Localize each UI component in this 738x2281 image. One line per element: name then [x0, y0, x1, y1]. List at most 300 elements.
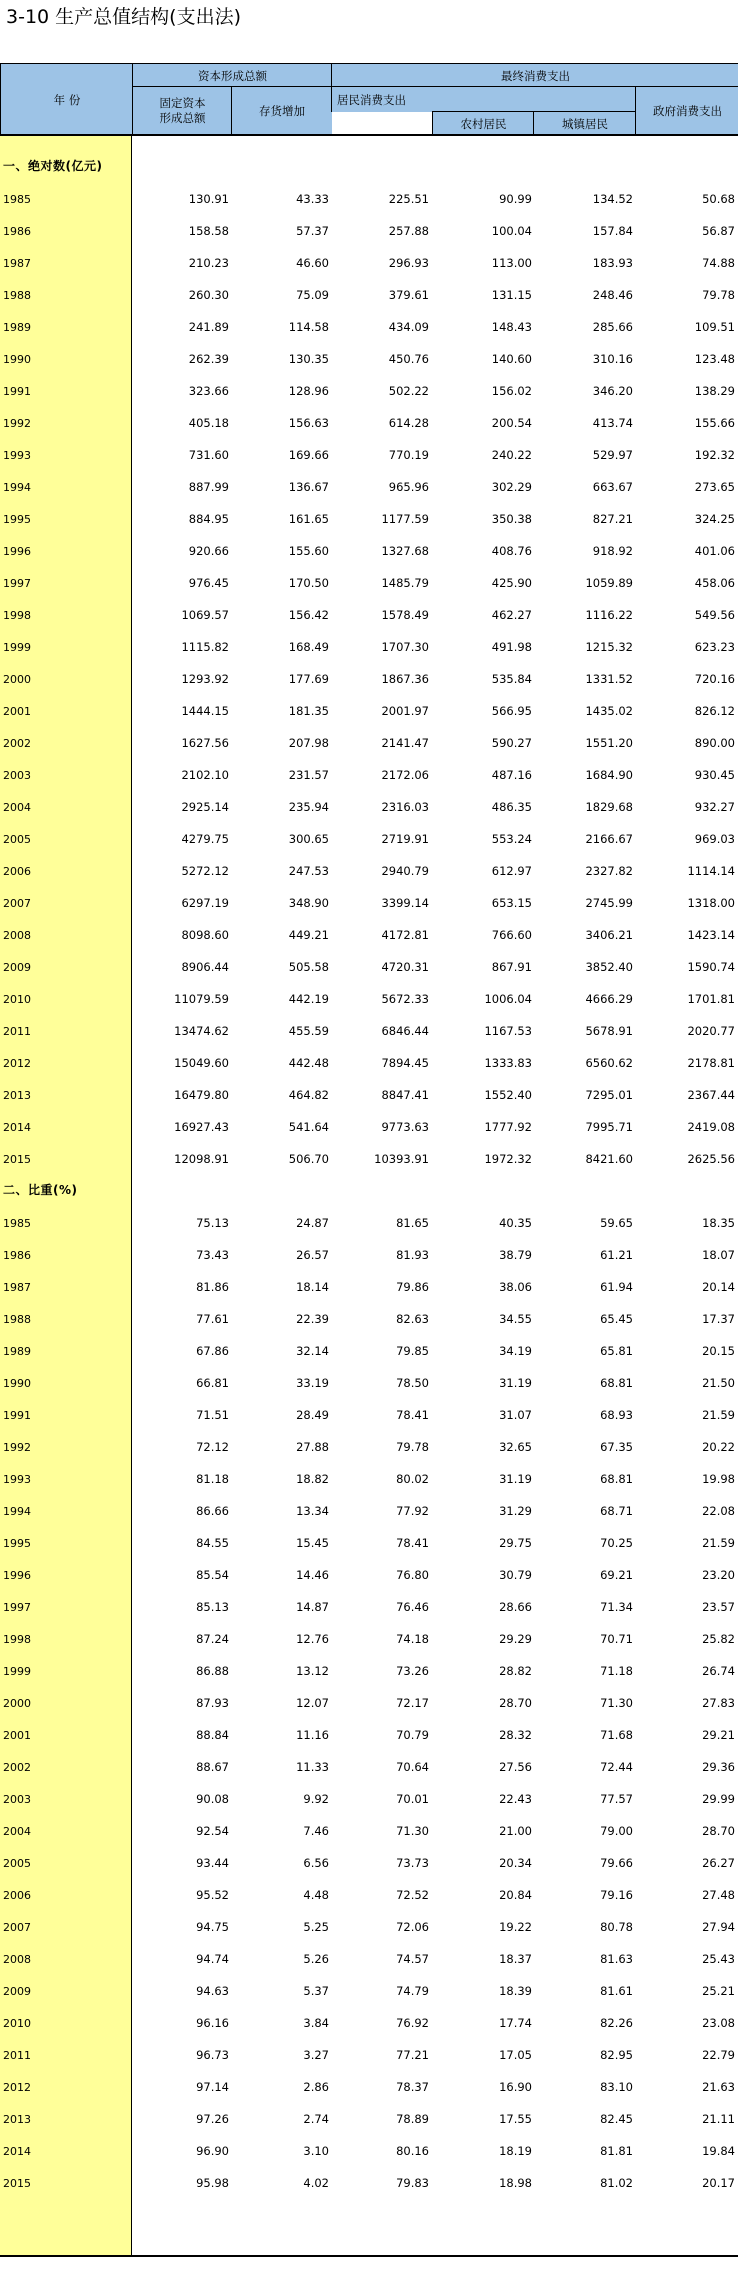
- value-cell: 1684.90: [585, 768, 633, 782]
- value-cell: 932.27: [694, 800, 735, 814]
- value-cell: 156.63: [288, 416, 329, 430]
- value-cell: 408.76: [491, 544, 532, 558]
- value-cell: 97.14: [196, 2080, 229, 2094]
- value-cell: 94.74: [196, 1952, 229, 1966]
- header-year: 年 份: [0, 63, 133, 135]
- value-cell: 72.12: [196, 1440, 229, 1454]
- value-cell: 1215.32: [585, 640, 633, 654]
- year-cell: 2002: [3, 1761, 31, 1774]
- value-cell: 6297.19: [181, 896, 229, 910]
- value-cell: 70.64: [396, 1760, 429, 1774]
- value-cell: 22.43: [499, 1792, 532, 1806]
- value-cell: 59.65: [600, 1216, 633, 1230]
- value-cell: 1333.83: [484, 1056, 532, 1070]
- value-cell: 1167.53: [484, 1024, 532, 1038]
- value-cell: 81.63: [600, 1952, 633, 1966]
- value-cell: 7295.01: [585, 1088, 633, 1102]
- value-cell: 486.35: [491, 800, 532, 814]
- value-cell: 2316.03: [381, 800, 429, 814]
- table-row: [0, 1808, 738, 1840]
- value-cell: 614.28: [388, 416, 429, 430]
- value-cell: 75.13: [196, 1216, 229, 1230]
- value-cell: 80.16: [396, 2144, 429, 2158]
- table-row: [0, 2000, 738, 2032]
- value-cell: 7894.45: [381, 1056, 429, 1070]
- value-cell: 74.88: [702, 256, 735, 270]
- year-cell: 1993: [3, 449, 31, 462]
- value-cell: 78.37: [396, 2080, 429, 2094]
- table-row: [0, 1520, 738, 1552]
- value-cell: 2166.67: [585, 832, 633, 846]
- header-inventory: 存货增加: [231, 86, 332, 135]
- value-cell: 31.29: [499, 1504, 532, 1518]
- value-cell: 34.19: [499, 1344, 532, 1358]
- table-row: [0, 464, 738, 496]
- value-cell: 442.48: [288, 1056, 329, 1070]
- year-cell: 2001: [3, 1729, 31, 1742]
- value-cell: 65.45: [600, 1312, 633, 1326]
- value-cell: 1115.82: [181, 640, 229, 654]
- value-cell: 26.57: [296, 1248, 329, 1262]
- value-cell: 12.76: [296, 1632, 329, 1646]
- table-row: [0, 1232, 738, 1264]
- table-row: [0, 1328, 738, 1360]
- value-cell: 434.09: [388, 320, 429, 334]
- value-cell: 23.57: [702, 1600, 735, 1614]
- year-cell: 1995: [3, 1537, 31, 1550]
- value-cell: 169.66: [288, 448, 329, 462]
- value-cell: 10393.91: [374, 1152, 429, 1166]
- value-cell: 50.68: [702, 192, 735, 206]
- value-cell: 4666.29: [585, 992, 633, 1006]
- value-cell: 969.03: [694, 832, 735, 846]
- year-cell: 2011: [3, 2049, 31, 2062]
- value-cell: 770.19: [388, 448, 429, 462]
- value-cell: 15.45: [296, 1536, 329, 1550]
- year-cell: 2006: [3, 1889, 31, 1902]
- value-cell: 20.15: [702, 1344, 735, 1358]
- value-cell: 20.34: [499, 1856, 532, 1870]
- table-row: [0, 2064, 738, 2096]
- value-cell: 549.56: [694, 608, 735, 622]
- value-cell: 2178.81: [687, 1056, 735, 1070]
- value-cell: 68.81: [600, 1472, 633, 1486]
- value-cell: 285.66: [592, 320, 633, 334]
- value-cell: 535.84: [491, 672, 532, 686]
- value-cell: 28.49: [296, 1408, 329, 1422]
- table-row: [0, 368, 738, 400]
- value-cell: 96.73: [196, 2048, 229, 2062]
- year-cell: 2003: [3, 1793, 31, 1806]
- value-cell: 61.21: [600, 1248, 633, 1262]
- value-cell: 43.33: [296, 192, 329, 206]
- value-cell: 248.46: [592, 288, 633, 302]
- value-cell: 11.33: [296, 1760, 329, 1774]
- year-cell: 2012: [3, 1057, 31, 1070]
- value-cell: 405.18: [188, 416, 229, 430]
- table-row: [0, 1040, 738, 1072]
- value-cell: 22.08: [702, 1504, 735, 1518]
- table-row: [0, 1616, 738, 1648]
- year-cell: 2004: [3, 801, 31, 814]
- table-row: [0, 496, 738, 528]
- table-row: [0, 1296, 738, 1328]
- value-cell: 350.38: [491, 512, 532, 526]
- value-cell: 5.37: [303, 1984, 329, 1998]
- table-row: [0, 752, 738, 784]
- value-cell: 72.52: [396, 1888, 429, 1902]
- value-cell: 5672.33: [381, 992, 429, 1006]
- value-cell: 1116.22: [585, 608, 633, 622]
- value-cell: 8421.60: [585, 1152, 633, 1166]
- table-row: [0, 1584, 738, 1616]
- value-cell: 73.26: [396, 1664, 429, 1678]
- value-cell: 16927.43: [174, 1120, 229, 1134]
- value-cell: 83.10: [600, 2080, 633, 2094]
- value-cell: 73.43: [196, 1248, 229, 1262]
- value-cell: 23.08: [702, 2016, 735, 2030]
- value-cell: 29.36: [702, 1760, 735, 1774]
- year-cell: 1997: [3, 1601, 31, 1614]
- value-cell: 86.88: [196, 1664, 229, 1678]
- year-cell: 1991: [3, 1409, 31, 1422]
- value-cell: 1331.52: [585, 672, 633, 686]
- value-cell: 21.59: [702, 1408, 735, 1422]
- value-cell: 181.35: [288, 704, 329, 718]
- value-cell: 462.27: [491, 608, 532, 622]
- value-cell: 85.54: [196, 1568, 229, 1582]
- value-cell: 170.50: [288, 576, 329, 590]
- value-cell: 77.21: [396, 2048, 429, 2062]
- value-cell: 79.66: [600, 1856, 633, 1870]
- header-fixed-capital-line2: 形成总额: [159, 111, 206, 125]
- value-cell: 56.87: [702, 224, 735, 238]
- value-cell: 1590.74: [687, 960, 735, 974]
- year-cell: 1998: [3, 1633, 31, 1646]
- value-cell: 109.51: [694, 320, 735, 334]
- value-cell: 74.18: [396, 1632, 429, 1646]
- year-cell: 2004: [3, 1825, 31, 1838]
- value-cell: 1293.92: [181, 672, 229, 686]
- value-cell: 161.65: [288, 512, 329, 526]
- value-cell: 21.00: [499, 1824, 532, 1838]
- value-cell: 1435.02: [585, 704, 633, 718]
- table-row: [0, 560, 738, 592]
- value-cell: 8098.60: [181, 928, 229, 942]
- year-cell: 2000: [3, 1697, 31, 1710]
- value-cell: 18.37: [499, 1952, 532, 1966]
- value-cell: 1777.92: [484, 1120, 532, 1134]
- value-cell: 70.25: [600, 1536, 633, 1550]
- value-cell: 80.78: [600, 1920, 633, 1934]
- value-cell: 157.84: [592, 224, 633, 238]
- table-row: [0, 1200, 738, 1232]
- year-cell: 1991: [3, 385, 31, 398]
- header-rural: 农村居民: [432, 111, 534, 135]
- value-cell: 6846.44: [381, 1024, 429, 1038]
- value-cell: 19.84: [702, 2144, 735, 2158]
- value-cell: 27.94: [702, 1920, 735, 1934]
- table-row: [0, 1936, 738, 1968]
- value-cell: 68.93: [600, 1408, 633, 1422]
- value-cell: 77.61: [196, 1312, 229, 1326]
- header-capital-group: 资本形成总额: [132, 63, 332, 87]
- value-cell: 442.19: [288, 992, 329, 1006]
- value-cell: 79.86: [396, 1280, 429, 1294]
- value-cell: 31.19: [499, 1376, 532, 1390]
- table-row: [0, 272, 738, 304]
- value-cell: 81.18: [196, 1472, 229, 1486]
- value-cell: 138.29: [694, 384, 735, 398]
- value-cell: 20.84: [499, 1888, 532, 1902]
- value-cell: 28.66: [499, 1600, 532, 1614]
- value-cell: 9.92: [303, 1792, 329, 1806]
- table-row: [0, 336, 738, 368]
- value-cell: 68.81: [600, 1376, 633, 1390]
- table-row: [0, 976, 738, 1008]
- value-cell: 17.55: [499, 2112, 532, 2126]
- value-cell: 346.20: [592, 384, 633, 398]
- value-cell: 13.34: [296, 1504, 329, 1518]
- table-row: [0, 656, 738, 688]
- value-cell: 1318.00: [687, 896, 735, 910]
- year-cell: 1987: [3, 1281, 31, 1294]
- value-cell: 148.43: [491, 320, 532, 334]
- value-cell: 566.95: [491, 704, 532, 718]
- table-row: [0, 1872, 738, 1904]
- value-cell: 96.16: [196, 2016, 229, 2030]
- value-cell: 2141.47: [381, 736, 429, 750]
- year-cell: 2010: [3, 2017, 31, 2030]
- value-cell: 18.35: [702, 1216, 735, 1230]
- value-cell: 183.93: [592, 256, 633, 270]
- value-cell: 11.16: [296, 1728, 329, 1742]
- value-cell: 61.94: [600, 1280, 633, 1294]
- value-cell: 66.81: [196, 1376, 229, 1390]
- value-cell: 1006.04: [484, 992, 532, 1006]
- value-cell: 21.11: [702, 2112, 735, 2126]
- header-final-consumption: 最终消费支出: [331, 63, 738, 87]
- value-cell: 17.37: [702, 1312, 735, 1326]
- year-cell: 1986: [3, 225, 31, 238]
- year-cell: 1995: [3, 513, 31, 526]
- value-cell: 70.71: [600, 1632, 633, 1646]
- value-cell: 1444.15: [181, 704, 229, 718]
- value-cell: 90.08: [196, 1792, 229, 1806]
- value-cell: 46.60: [296, 256, 329, 270]
- value-cell: 18.07: [702, 1248, 735, 1262]
- value-cell: 1423.14: [687, 928, 735, 942]
- value-cell: 21.59: [702, 1536, 735, 1550]
- value-cell: 6560.62: [585, 1056, 633, 1070]
- value-cell: 96.90: [196, 2144, 229, 2158]
- value-cell: 1177.59: [381, 512, 429, 526]
- value-cell: 85.13: [196, 1600, 229, 1614]
- value-cell: 82.45: [600, 2112, 633, 2126]
- value-cell: 529.97: [592, 448, 633, 462]
- year-cell: 1988: [3, 289, 31, 302]
- table-row: [0, 592, 738, 624]
- year-cell: 2001: [3, 705, 31, 718]
- value-cell: 97.26: [196, 2112, 229, 2126]
- value-cell: 16479.80: [174, 1088, 229, 1102]
- value-cell: 23.20: [702, 1568, 735, 1582]
- value-cell: 25.43: [702, 1952, 735, 1966]
- value-cell: 114.58: [288, 320, 329, 334]
- value-cell: 192.32: [694, 448, 735, 462]
- value-cell: 81.61: [600, 1984, 633, 1998]
- value-cell: 491.98: [491, 640, 532, 654]
- table-row: [0, 1008, 738, 1040]
- value-cell: 79.83: [396, 2176, 429, 2190]
- value-cell: 156.42: [288, 608, 329, 622]
- value-cell: 2719.91: [381, 832, 429, 846]
- value-cell: 71.30: [600, 1696, 633, 1710]
- value-cell: 78.89: [396, 2112, 429, 2126]
- value-cell: 95.98: [196, 2176, 229, 2190]
- year-cell: 2014: [3, 1121, 31, 1134]
- value-cell: 506.70: [288, 1152, 329, 1166]
- value-cell: 177.69: [288, 672, 329, 686]
- table-row: [0, 1360, 738, 1392]
- value-cell: 24.87: [296, 1216, 329, 1230]
- table-row: [0, 624, 738, 656]
- header-household: 居民消费支出: [331, 86, 636, 112]
- value-cell: 1829.68: [585, 800, 633, 814]
- value-cell: 81.02: [600, 2176, 633, 2190]
- year-cell: 1987: [3, 257, 31, 270]
- value-cell: 25.82: [702, 1632, 735, 1646]
- value-cell: 379.61: [388, 288, 429, 302]
- year-cell: 1990: [3, 353, 31, 366]
- table-row: [0, 176, 738, 208]
- year-cell: 1997: [3, 577, 31, 590]
- value-cell: 81.81: [600, 2144, 633, 2158]
- value-cell: 28.82: [499, 1664, 532, 1678]
- value-cell: 68.71: [600, 1504, 633, 1518]
- value-cell: 7995.71: [585, 1120, 633, 1134]
- section-row: [0, 144, 738, 176]
- value-cell: 8906.44: [181, 960, 229, 974]
- table-row: [0, 528, 738, 560]
- table-row: [0, 432, 738, 464]
- value-cell: 38.06: [499, 1280, 532, 1294]
- value-cell: 612.97: [491, 864, 532, 878]
- table-row: [0, 1840, 738, 1872]
- year-cell: 1996: [3, 545, 31, 558]
- year-cell: 1989: [3, 321, 31, 334]
- value-cell: 82.95: [600, 2048, 633, 2062]
- value-cell: 70.79: [396, 1728, 429, 1742]
- value-cell: 71.51: [196, 1408, 229, 1422]
- year-cell: 2007: [3, 1921, 31, 1934]
- value-cell: 13474.62: [174, 1024, 229, 1038]
- value-cell: 21.63: [702, 2080, 735, 2094]
- table-row: [0, 1680, 738, 1712]
- year-cell: 1985: [3, 193, 31, 206]
- year-cell: 2005: [3, 833, 31, 846]
- year-cell: 2013: [3, 2113, 31, 2126]
- value-cell: 92.54: [196, 1824, 229, 1838]
- value-cell: 3406.21: [585, 928, 633, 942]
- value-cell: 890.00: [694, 736, 735, 750]
- value-cell: 123.48: [694, 352, 735, 366]
- value-cell: 70.01: [396, 1792, 429, 1806]
- section-label: 一、绝对数(亿元): [3, 159, 103, 173]
- table-row: [0, 688, 738, 720]
- value-cell: 113.00: [491, 256, 532, 270]
- value-cell: 300.65: [288, 832, 329, 846]
- value-cell: 29.99: [702, 1792, 735, 1806]
- value-cell: 2745.99: [585, 896, 633, 910]
- value-cell: 11079.59: [174, 992, 229, 1006]
- year-cell: 2008: [3, 929, 31, 942]
- value-cell: 28.70: [499, 1696, 532, 1710]
- value-cell: 76.46: [396, 1600, 429, 1614]
- value-cell: 156.02: [491, 384, 532, 398]
- year-cell: 2005: [3, 1857, 31, 1870]
- value-cell: 653.15: [491, 896, 532, 910]
- value-cell: 425.90: [491, 576, 532, 590]
- value-cell: 2172.06: [381, 768, 429, 782]
- table-row: [0, 2160, 738, 2192]
- value-cell: 94.75: [196, 1920, 229, 1934]
- table-row: [0, 2128, 738, 2160]
- table-row: [0, 304, 738, 336]
- value-cell: 71.18: [600, 1664, 633, 1678]
- year-cell: 2000: [3, 673, 31, 686]
- value-cell: 487.16: [491, 768, 532, 782]
- year-cell: 2009: [3, 961, 31, 974]
- year-cell: 1992: [3, 1441, 31, 1454]
- value-cell: 76.92: [396, 2016, 429, 2030]
- value-cell: 3852.40: [585, 960, 633, 974]
- table-row: [0, 1424, 738, 1456]
- table-row: [0, 1968, 738, 2000]
- value-cell: 1069.57: [181, 608, 229, 622]
- year-cell: 1986: [3, 1249, 31, 1262]
- year-cell: 1990: [3, 1377, 31, 1390]
- table-row: [0, 1648, 738, 1680]
- value-cell: 25.21: [702, 1984, 735, 1998]
- value-cell: 240.22: [491, 448, 532, 462]
- value-cell: 1707.30: [381, 640, 429, 654]
- year-cell: 1994: [3, 481, 31, 494]
- value-cell: 155.60: [288, 544, 329, 558]
- value-cell: 884.95: [188, 512, 229, 526]
- value-cell: 140.60: [491, 352, 532, 366]
- year-cell: 2012: [3, 2081, 31, 2094]
- section-row: [0, 1168, 738, 1200]
- table-row: [0, 912, 738, 944]
- value-cell: 18.82: [296, 1472, 329, 1486]
- value-cell: 19.22: [499, 1920, 532, 1934]
- year-cell: 1988: [3, 1313, 31, 1326]
- value-cell: 78.41: [396, 1408, 429, 1422]
- value-cell: 86.66: [196, 1504, 229, 1518]
- value-cell: 1114.14: [687, 864, 735, 878]
- value-cell: 71.30: [396, 1824, 429, 1838]
- value-cell: 72.17: [396, 1696, 429, 1710]
- year-cell: 2013: [3, 1089, 31, 1102]
- value-cell: 6.56: [303, 1856, 329, 1870]
- value-cell: 2940.79: [381, 864, 429, 878]
- value-cell: 8847.41: [381, 1088, 429, 1102]
- value-cell: 1551.20: [585, 736, 633, 750]
- year-cell: 1985: [3, 1217, 31, 1230]
- value-cell: 3.27: [303, 2048, 329, 2062]
- value-cell: 18.39: [499, 1984, 532, 1998]
